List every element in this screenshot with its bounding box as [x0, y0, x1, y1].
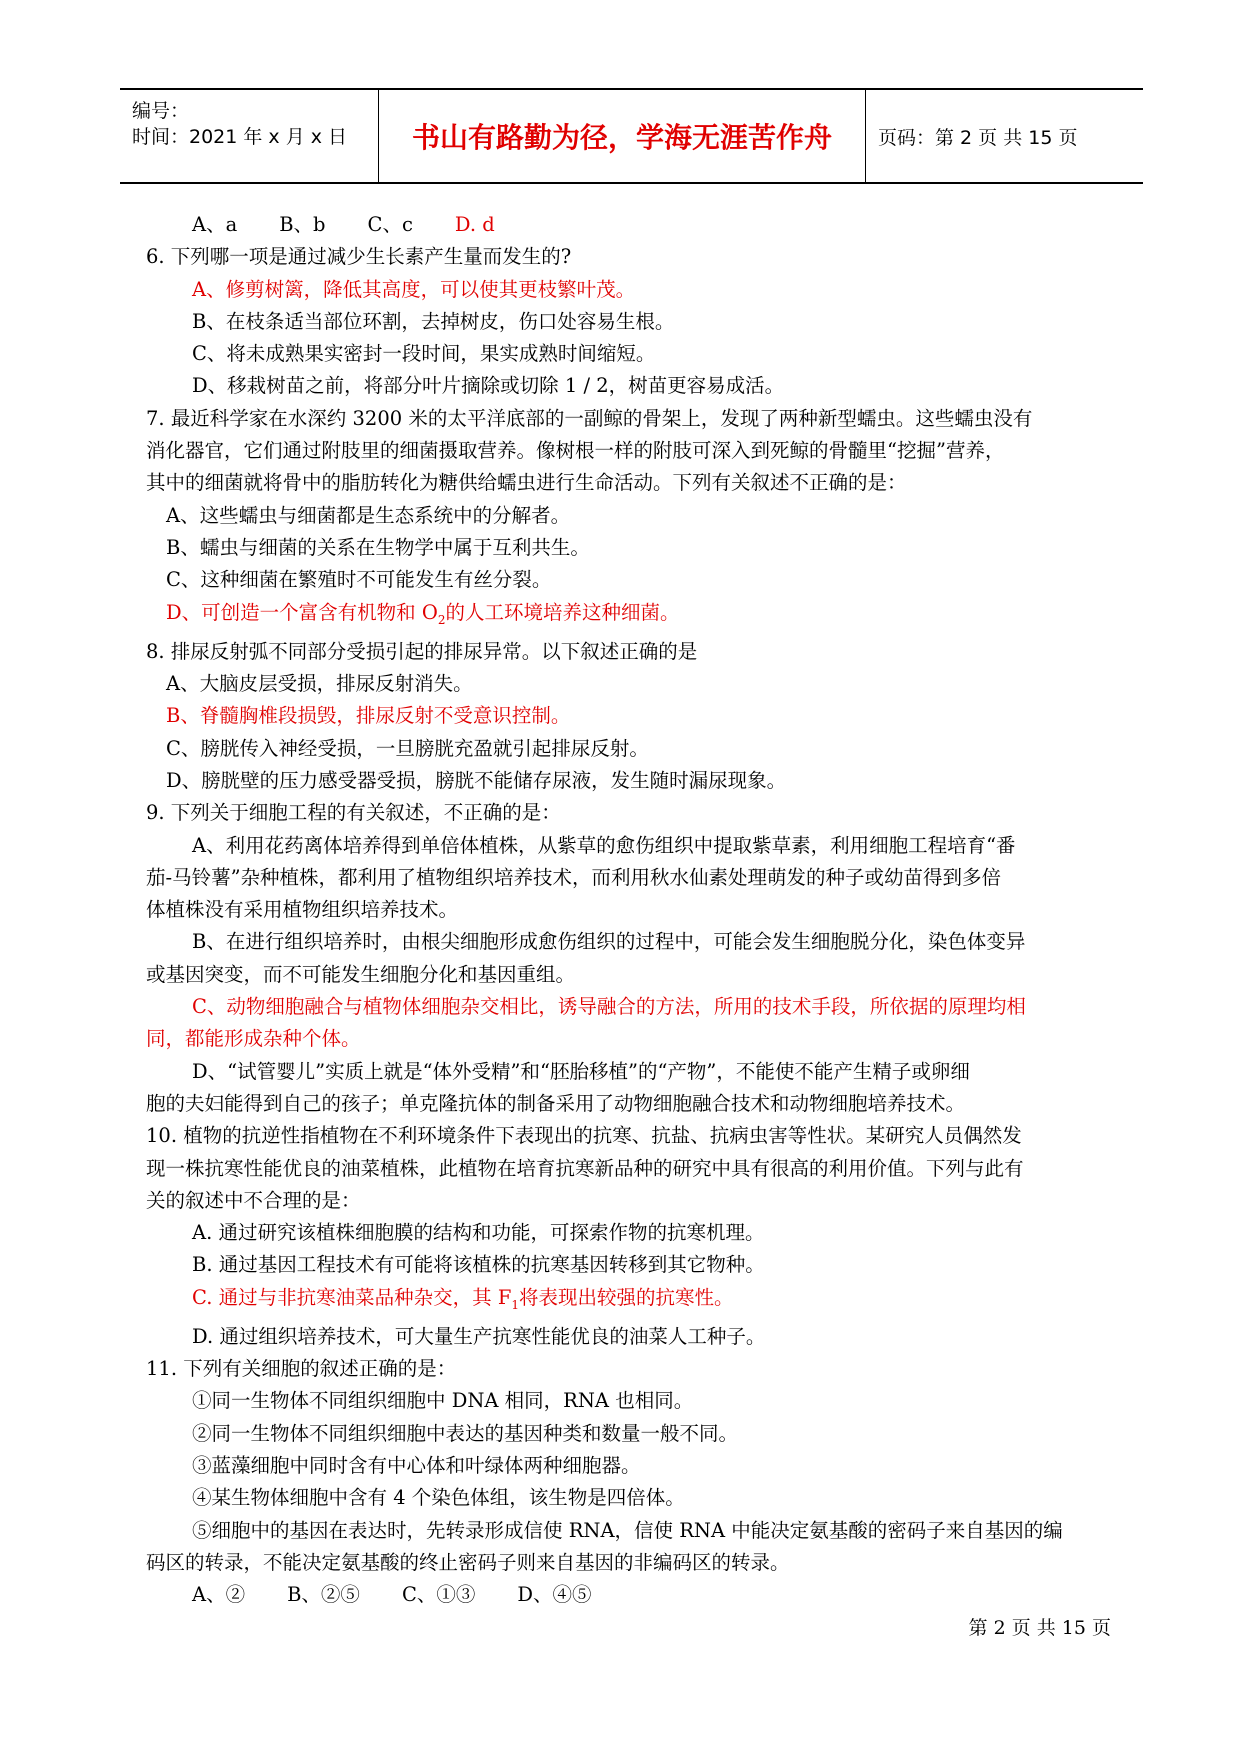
q5-options [146, 209, 1136, 241]
q10-option-c-text: C. 通过与非抗寒油菜品种杂交，其 F [192, 1285, 512, 1309]
q9-option-a-line-3: 体植株没有采用植物组织培养技术。 [146, 898, 459, 922]
q7-option-d-text-end: 的人工环境培养这种细菌。 [445, 600, 680, 624]
q11-statement-5-line-1: ⑤细胞中的基因在表达时，先转录形成信使 RNA，信使 RNA 中能决定氨基酸的密码子来自基因的编 [192, 1518, 1063, 1542]
q7-stem-line-1: 7. 最近科学家在水深约 3200 米的太平洋底部的一副鲸的骨架上，发现了两种新型蠕虫。这些蠕虫没有 [146, 406, 1033, 430]
document-number-label: 编号： [132, 100, 190, 122]
q7-stem-line-2: 消化器官，它们通过附肢里的细菌摄取营养。像树根一样的附肢可深入到死鲸的骨髓里“挖掘”营养， [146, 439, 1005, 463]
q10-option-c-subscript: 1 [511, 1297, 519, 1312]
q11-stem: 11. 下列有关细胞的叙述正确的是： [146, 1357, 457, 1381]
q7-option-b: B、蠕虫与细菌的关系在生物学中属于互利共生。 [166, 535, 590, 559]
header-page-cell [864, 90, 1143, 182]
q8-option-d: D、膀胱壁的压力感受器受损，膀胱不能储存尿液，发生随时漏尿现象。 [166, 768, 787, 792]
q9-stem: 9. 下列关于细胞工程的有关叙述，不正确的是： [146, 801, 561, 825]
q11-options [146, 1579, 1136, 1611]
q9-option-c-answer-line-1: C、动物细胞融合与植物体细胞杂交相比，诱导融合的方法，所用的技术手段，所依据的原理均相 [192, 995, 1026, 1019]
q10-option-c-answer [146, 1282, 1136, 1321]
q6-option-d: D、移栽树苗之前，将部分叶片摘除或切除 1 / 2，树苗更容易成活。 [192, 374, 785, 398]
page-header [120, 88, 1143, 184]
q8-option-a: A、大脑皮层受损，排尿反射消失。 [166, 672, 473, 696]
q11-option-a: A、② [192, 1583, 246, 1607]
q9-option-d-line-2: 胞的夫妇能得到自己的孩子；单克隆抗体的制备采用了动物细胞融合技术和动物细胞培养技术。 [146, 1091, 966, 1115]
q6-option-c: C、将未成熟果实密封一段时间，果实成熟时间缩短。 [192, 342, 656, 366]
q10-option-b: B. 通过基因工程技术有可能将该植株的抗寒基因转移到其它物种。 [192, 1253, 765, 1277]
q5-option-b: B、b [279, 213, 326, 236]
q6-option-b: B、在枝条适当部位环割，去掉树皮，伤口处容易生根。 [192, 309, 675, 333]
q11-statement-1: ①同一生物体不同组织细胞中 DNA 相同，RNA 也相同。 [192, 1389, 694, 1413]
q7-option-d-text: D、可创造一个富含有机物和 O [166, 600, 438, 624]
q11-option-b: B、②⑤ [287, 1583, 360, 1607]
q7-stem-line-3: 其中的细菌就将骨中的脂肪转化为糖供给蠕虫进行生命活动。下列有关叙述不正确的是： [146, 471, 907, 495]
page-info: 页码：第 2 页 共 15 页 [878, 126, 1078, 149]
q7-option-a: A、这些蠕虫与细菌都是生态系统中的分解者。 [166, 503, 571, 527]
header-slogan-cell [378, 90, 866, 182]
q10-option-c-text-end: 将表现出较强的抗寒性。 [519, 1285, 734, 1309]
q10-stem-line-1: 10. 植物的抗逆性指植物在不利环境条件下表现出的抗寒、抗盐、抗病虫害等性状。某研究人员偶然发 [146, 1124, 1022, 1148]
page-footer [0, 1613, 1241, 1640]
header-meta [120, 90, 378, 182]
q7-option-d-subscript: 2 [437, 612, 446, 627]
slogan: 书山有路勤为径，学海无涯苦作舟 [411, 121, 832, 154]
q9-option-a-line-2: 茄-马铃薯”杂种植株，都利用了植物组织培养技术，而利用秋水仙素处理萌发的种子或幼苗得到多倍 [146, 865, 1002, 889]
q11-statement-3: ③蓝藻细胞中同时含有中心体和叶绿体两种细胞器。 [192, 1454, 641, 1478]
q11-option-c: C、①③ [401, 1583, 476, 1607]
q8-option-c: C、膀胱传入神经受损，一旦膀胱充盈就引起排尿反射。 [166, 736, 649, 760]
footer-page-number: 第 2 页 共 15 页 [968, 1617, 1111, 1639]
q9-option-b-line-2: 或基因突变，而不可能发生细胞分化和基因重组。 [146, 962, 576, 986]
q10-stem-line-3: 关的叙述中不合理的是： [146, 1188, 361, 1212]
q9-option-b-line-1: B、在进行组织培养时，由根尖细胞形成愈伤组织的过程中，可能会发生细胞脱分化，染色体变异 [192, 930, 1026, 954]
q11-statement-2: ②同一生物体不同组织细胞中表达的基因种类和数量一般不同。 [192, 1421, 739, 1445]
q5-option-c: C、c [367, 213, 413, 236]
q7-option-d-answer [146, 597, 1136, 636]
q9-option-d-line-1: D、“试管婴儿”实质上就是“体外受精”和“胚胎移植”的“产物”，不能使不能产生精子或卵细 [192, 1059, 970, 1083]
q5-option-d-answer: D. d [454, 213, 495, 236]
q6-option-a-answer: A、修剪树篱，降低其高度，可以使其更枝繁叶茂。 [192, 277, 636, 301]
q8-option-b-answer: B、脊髓胸椎段损毁，排尿反射不受意识控制。 [166, 704, 571, 728]
q8-stem: 8. 排尿反射弧不同部分受损引起的排尿异常。以下叙述正确的是 [146, 639, 698, 663]
q9-option-c-answer-line-2: 同，都能形成杂种个体。 [146, 1027, 361, 1051]
q11-statement-4: ④某生物体细胞中含有 4 个染色体组，该生物是四倍体。 [192, 1486, 685, 1510]
q11-option-d: D、④⑤ [517, 1583, 592, 1607]
q9-option-a-line-1: A、利用花药离体培养得到单倍体植株，从紫草的愈伤组织中提取紫草素，利用细胞工程培育“番 [192, 833, 1016, 857]
q7-option-c: C、这种细菌在繁殖时不可能发生有丝分裂。 [166, 568, 552, 592]
q6-stem: 6. 下列哪一项是通过减少生长素产生量而发生的? [146, 245, 572, 269]
q11-statement-5-line-2: 码区的转录，不能决定氨基酸的终止密码子则来自基因的非编码区的转录。 [146, 1550, 790, 1574]
q10-option-a: A. 通过研究该植株细胞膜的结构和功能，可探索作物的抗寒机理。 [192, 1221, 765, 1245]
q5-option-a: A、a [192, 213, 238, 236]
document-date: 时间：2021 年 x 月 x 日 [132, 126, 348, 148]
q10-stem-line-2: 现一株抗寒性能优良的油菜植株，此植物在培育抗寒新品种的研究中具有很高的利用价值。下列与此有 [146, 1156, 1024, 1180]
document-body [146, 209, 1136, 1612]
q10-option-d: D. 通过组织培养技术，可大量生产抗寒性能优良的油菜人工种子。 [192, 1324, 766, 1348]
